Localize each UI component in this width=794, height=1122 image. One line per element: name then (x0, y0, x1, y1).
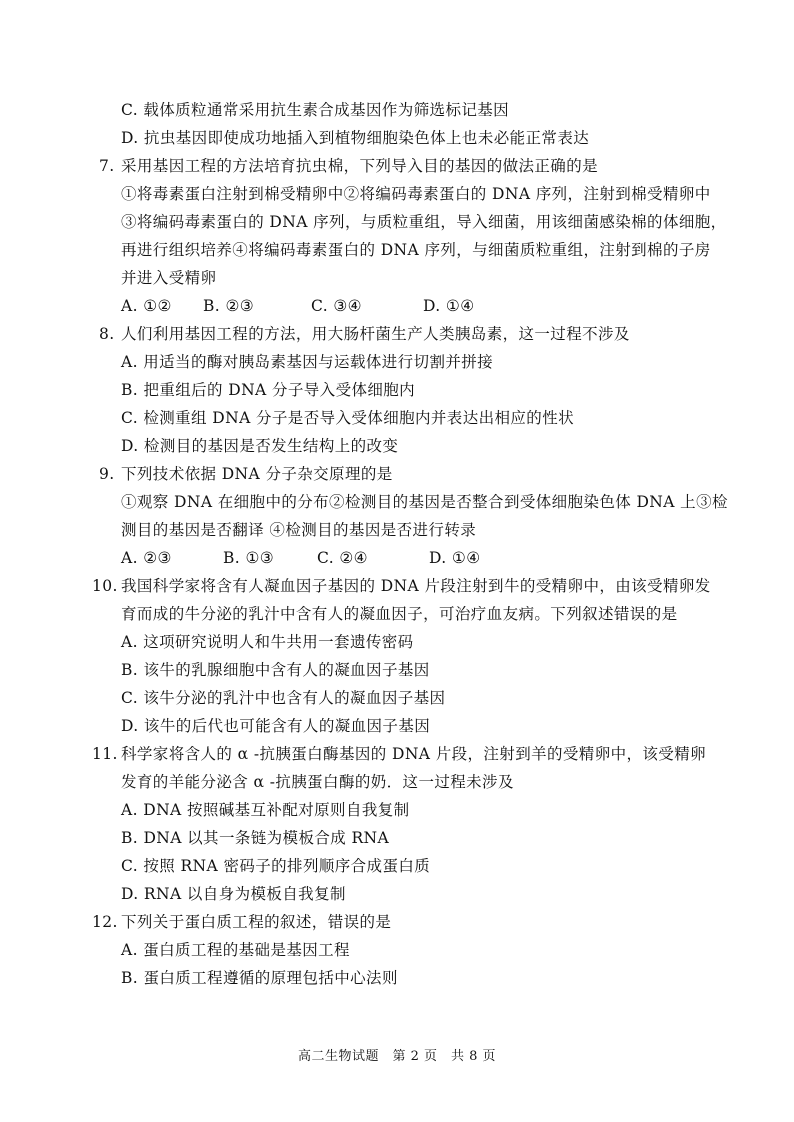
q6-option-c: C. 载体质粒通常采用抗生素合成基因作为筛选标记基因 (121, 101, 510, 119)
q10-number: 10. (92, 577, 118, 595)
q10-stem-line: 育而成的牛分泌的乳汁中含有人的凝血因子，可治疗血友病。下列叙述错误的是 (121, 605, 678, 623)
q9-option-d[interactable]: D. ①④ (429, 549, 481, 567)
q7-body-line: ③将编码毒素蛋白的 DNA 序列，与质粒重组，导入细菌，用该细菌感染棉的体细胞， (121, 213, 727, 231)
q11-option-d[interactable]: D. RNA 以自身为模板自我复制 (121, 885, 346, 903)
q8-option-b[interactable]: B. 把重组后的 DNA 分子导入受体细胞内 (121, 381, 416, 399)
q11-option-b[interactable]: B. DNA 以其一条链为模板合成 RNA (121, 829, 390, 847)
q11-stem-line: 发育的羊能分泌含 α -抗胰蛋白酶的奶．这一过程未涉及 (121, 773, 514, 791)
page-footer: 高二生物试题 第 2 页 共 8 页 (297, 1049, 497, 1064)
q11-option-c[interactable]: C. 按照 RNA 密码子的排列顺序合成蛋白质 (121, 857, 431, 875)
q9-option-b[interactable]: B. ①③ (223, 549, 275, 567)
q8-option-d[interactable]: D. 检测目的基因是否发生结构上的改变 (121, 437, 399, 455)
q9-body-line: ①观察 DNA 在细胞中的分布②检测目的基因是否整合到受体细胞染色体 DNA 上③检 (121, 493, 728, 511)
q9-body-line: 测目的基因是否翻译 ④检测目的基因是否进行转录 (121, 521, 477, 539)
q9-number: 9. (99, 465, 115, 483)
q11-option-a[interactable]: A. DNA 按照碱基互补配对原则自我复制 (121, 801, 410, 819)
q9-options (121, 548, 481, 568)
q12-option-a[interactable]: A. 蛋白质工程的基础是基因工程 (121, 941, 350, 959)
q7-option-a[interactable]: A. ①② (121, 297, 172, 315)
q10-option-c[interactable]: C. 该牛分泌的乳汁中也含有人的凝血因子基因 (121, 689, 446, 707)
q7-body-line: 并进入受精卵 (121, 269, 217, 287)
q7-number: 7. (99, 157, 115, 175)
q8-stem: 人们利用基因工程的方法，用大肠杆菌生产人类胰岛素，这一过程不涉及 (121, 325, 630, 343)
q9-stem: 下列技术依据 DNA 分子杂交原理的是 (121, 465, 393, 483)
q10-stem-line: 我国科学家将含有人凝血因子基因的 DNA 片段注射到牛的受精卵中，由该受精卵发 (121, 577, 711, 595)
q10-option-b[interactable]: B. 该牛的乳腺细胞中含有人的凝血因子基因 (121, 661, 430, 679)
q12-stem: 下列关于蛋白质工程的叙述，错误的是 (121, 913, 392, 931)
q7-option-c[interactable]: C. ③④ (311, 297, 362, 315)
q7-body-line: ①将毒素蛋白注射到棉受精卵中②将编码毒素蛋白的 DNA 序列，注射到棉受精卵中 (121, 185, 711, 203)
q7-option-d[interactable]: D. ①④ (423, 297, 475, 315)
q11-number: 11. (92, 745, 118, 763)
q8-option-c[interactable]: C. 检测重组 DNA 分子是否导入受体细胞内并表达出相应的性状 (121, 409, 575, 427)
q12-number: 12. (92, 913, 118, 931)
q6-option-d: D. 抗虫基因即使成功地插入到植物细胞染色体上也未必能正常表达 (121, 129, 590, 147)
q10-option-a[interactable]: A. 这项研究说明人和牛共用一套遗传密码 (121, 633, 414, 651)
q7-body-line: 再进行组织培养④将编码毒素蛋白的 DNA 序列，与细菌质粒重组，注射到棉的子房 (121, 241, 711, 259)
q10-option-d[interactable]: D. 该牛的后代也可能含有人的凝血因子基因 (121, 717, 431, 735)
q11-stem-line: 科学家将含人的 α -抗胰蛋白酶基因的 DNA 片段，注射到羊的受精卵中，该受精卵 (121, 745, 706, 763)
q8-option-a[interactable]: A. 用适当的酶对胰岛素基因与运载体进行切割并拼接 (121, 353, 494, 371)
q7-options (121, 296, 475, 316)
q12-option-b[interactable]: B. 蛋白质工程遵循的原理包括中心法则 (121, 969, 398, 987)
q9-option-c[interactable]: C. ②④ (317, 549, 368, 567)
q8-number: 8. (99, 325, 115, 343)
q7-stem: 采用基因工程的方法培育抗虫棉，下列导入目的基因的做法正确的是 (121, 157, 599, 175)
q7-option-b[interactable]: B. ②③ (203, 297, 255, 315)
q9-option-a[interactable]: A. ②③ (121, 549, 172, 567)
